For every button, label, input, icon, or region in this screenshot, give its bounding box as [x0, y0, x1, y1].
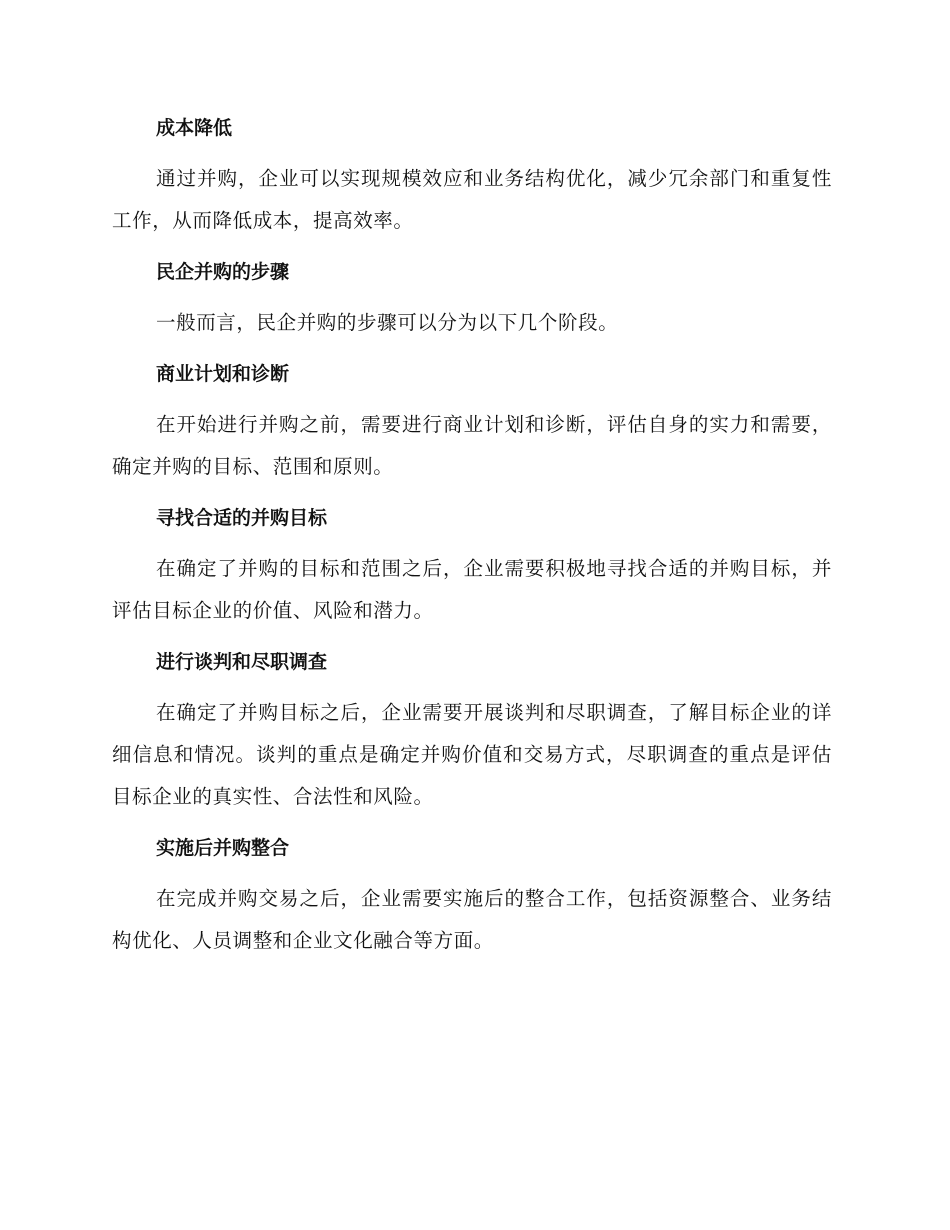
section-paragraph: 在完成并购交易之后，企业需要实施后的整合工作，包括资源整合、业务结构优化、人员调整和企业文化融合等方面。: [112, 887, 832, 952]
section-cost-reduction: [112, 108, 832, 242]
section-find-target: [112, 498, 832, 632]
section-heading: 民企并购的步骤: [156, 261, 290, 283]
section-heading: 商业计划和诊断: [156, 363, 290, 385]
section-negotiation-due-diligence: [112, 642, 832, 818]
section-paragraph: 通过并购，企业可以实现规模效应和业务结构优化，减少冗余部门和重复性工作，从而降低成本，提高效率。: [112, 167, 832, 232]
section-heading: 成本降低: [156, 117, 233, 139]
document-body: [112, 108, 832, 962]
section-post-merger-integration: [112, 828, 832, 962]
section-heading: 寻找合适的并购目标: [156, 507, 328, 529]
section-paragraph: 在开始进行并购之前，需要进行商业计划和诊断，评估自身的实力和需要，确定并购的目标、范围和原则。: [112, 413, 832, 478]
section-merger-steps: [112, 252, 832, 344]
section-heading: 进行谈判和尽职调查: [156, 651, 328, 673]
section-business-plan: [112, 354, 832, 488]
section-paragraph: 在确定了并购目标之后，企业需要开展谈判和尽职调查，了解目标企业的详细信息和情况。谈判的重点是确定并购价值和交易方式，尽职调查的重点是评估目标企业的真实性、合法性和风险。: [112, 701, 832, 808]
section-paragraph: 在确定了并购的目标和范围之后，企业需要积极地寻找合适的并购目标，并评估目标企业的价值、风险和潜力。: [112, 557, 832, 622]
section-paragraph: 一般而言，民企并购的步骤可以分为以下几个阶段。: [156, 311, 619, 334]
section-heading: 实施后并购整合: [156, 837, 290, 859]
